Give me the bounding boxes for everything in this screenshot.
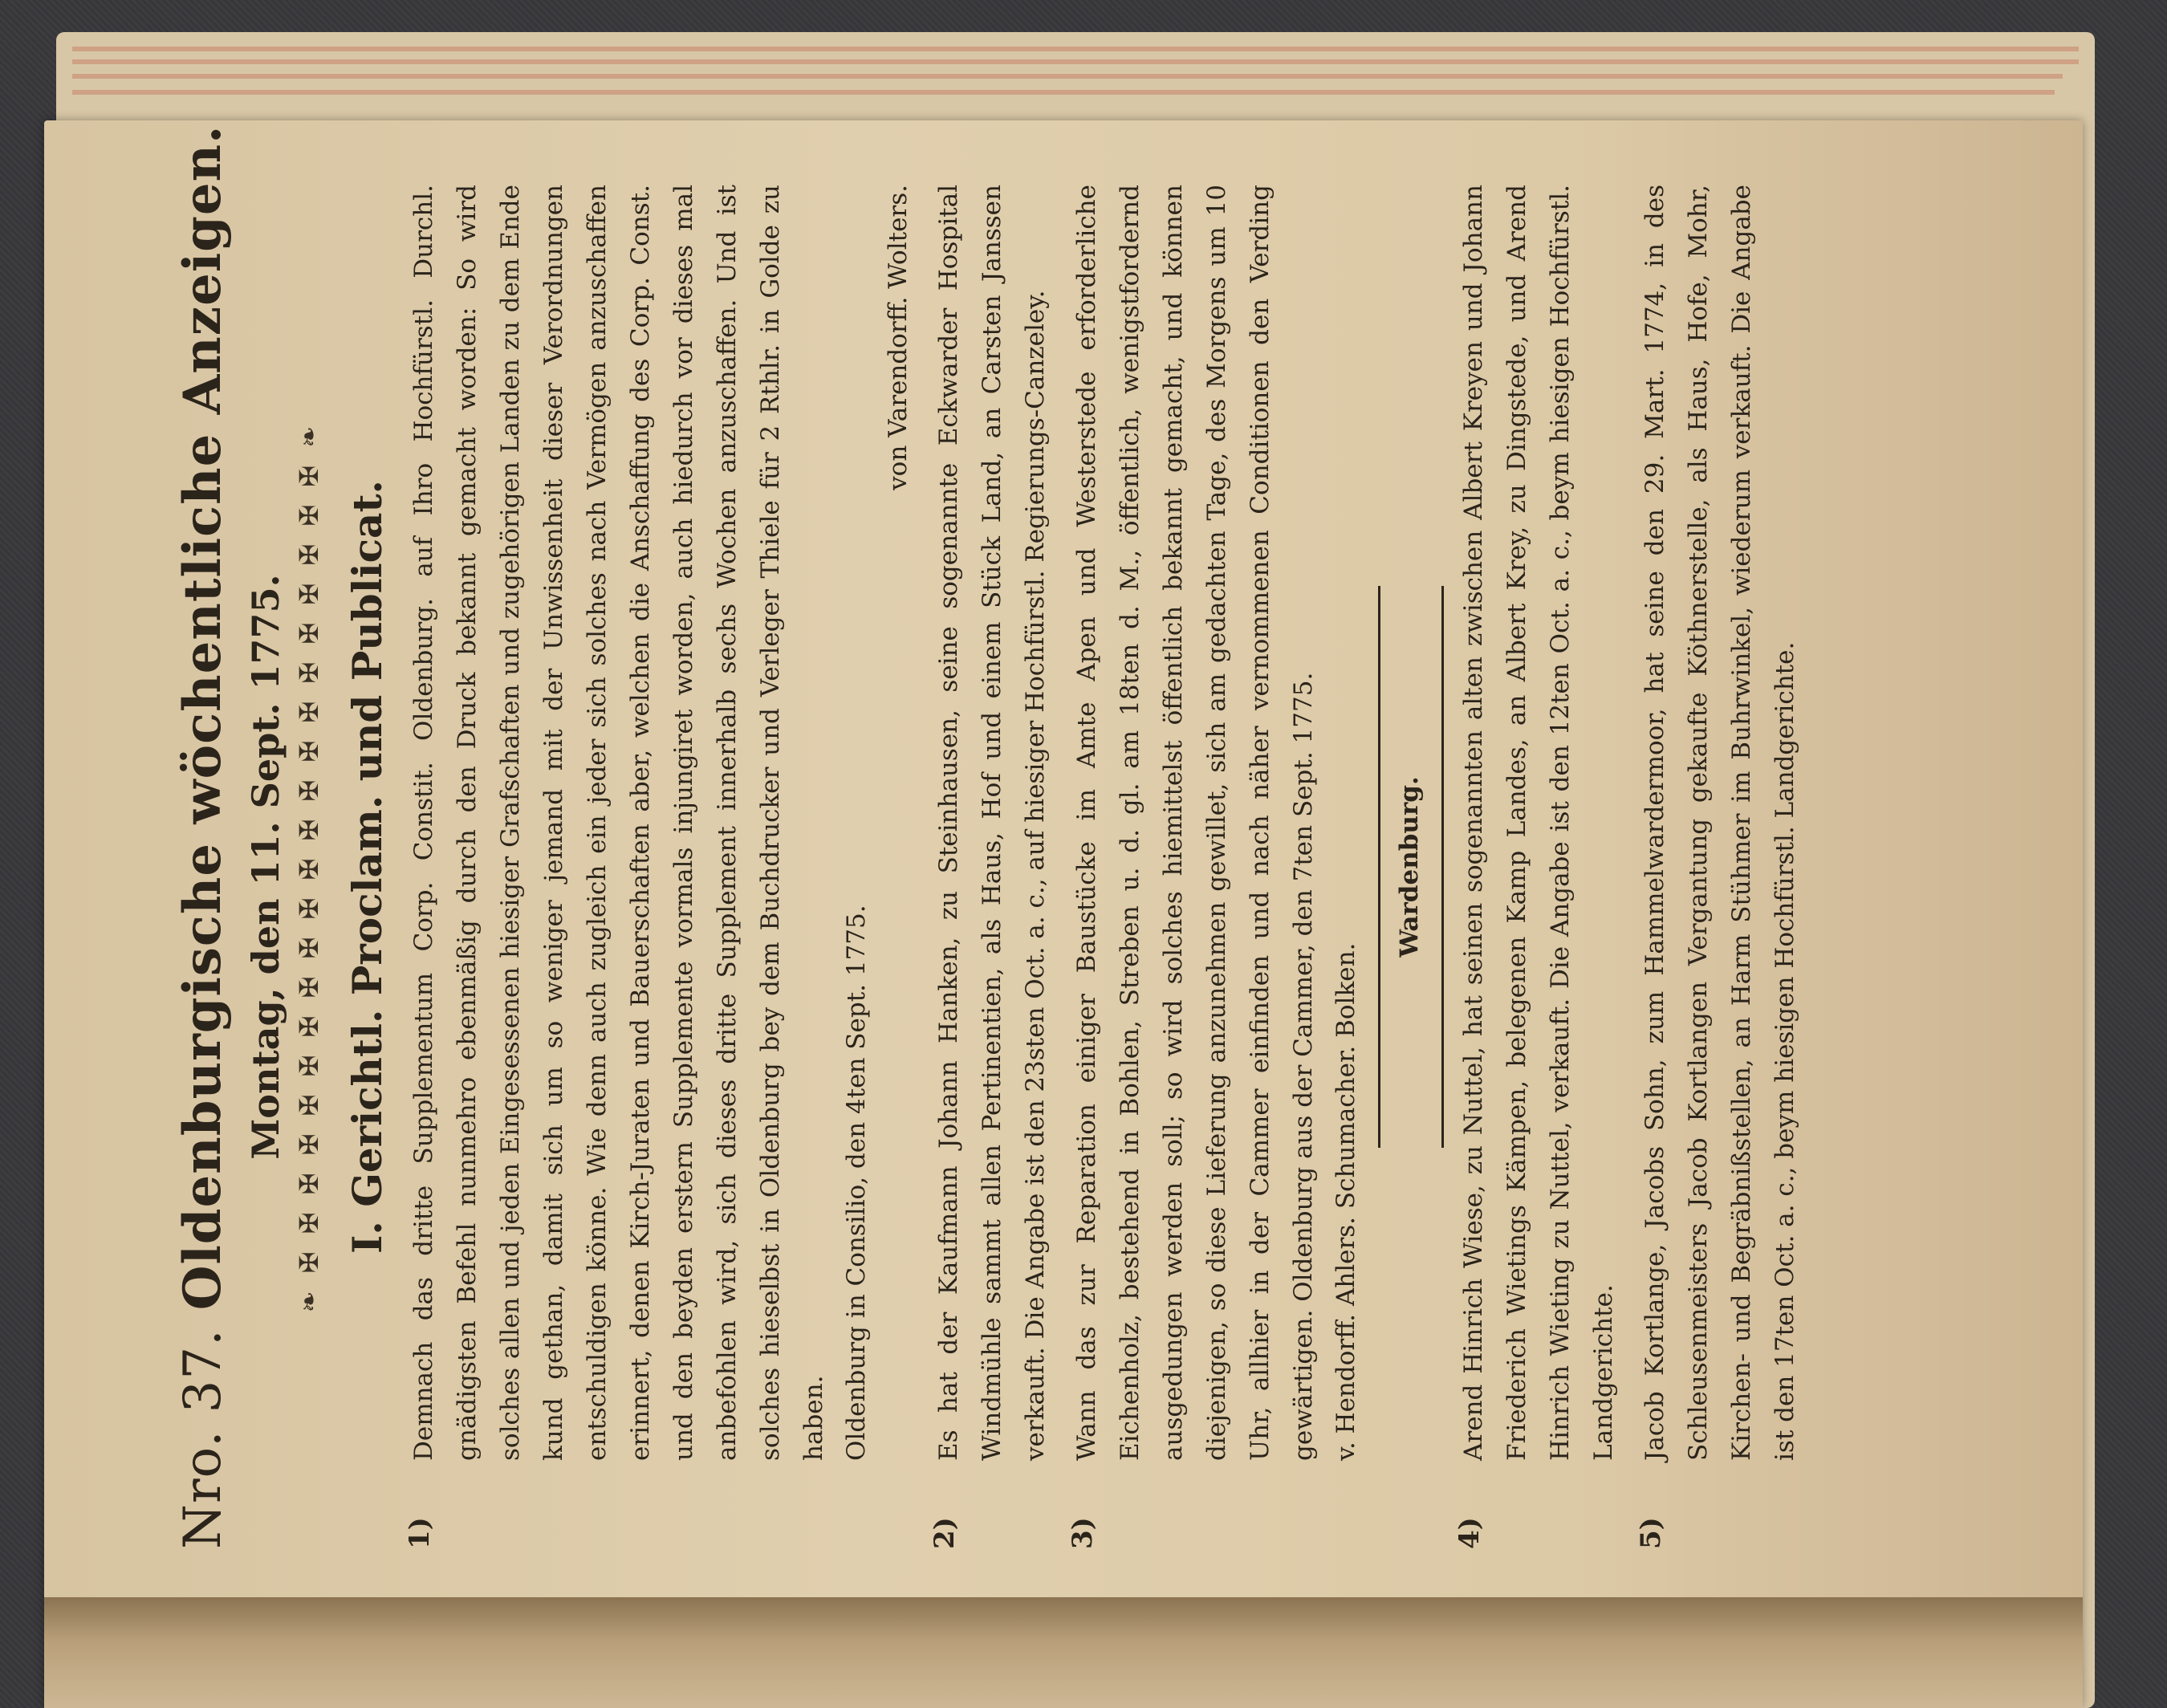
issue-number: Nro. 37. <box>173 1328 233 1549</box>
list-item <box>402 185 919 1549</box>
list-item <box>1633 185 1807 1549</box>
item-text: Demnach das dritte Supplementum Corp. Constit. Oldenburg. auf Ihro Hochfürstl. Durchl. gnädigsten Befehl nunmehro ebenmäßig durch den Druck bekannt gemacht worden: So wird solches allen und jeden Eingesessenen hiesiger Grafschaften und zugehörigen Landen zu dem Ende kund gethan, damit sich um so weniger jemand mit der Unwissenheit dieser Verordnungen entschuldigen könne. Wie denn auch zugleich ein jeder sich solches nach Vermögen anzuschaffen erinnert, denen Kirch-Juraten und Bauerschaften aber, welchen die Anschaffung des Corp. Const. und den beyden erstern Supplemente vormals injungiret worden, auch hiedurch vor dieses mal anbefohlen wird, sich dieses dritte Supplement innerhalb sechs Wochen anzuschaffen. Und ist solches hieselbst in Oldenburg bey dem Buchdrucker und Verleger Thiele für 2 Rthlr. in Golde zu haben. <box>409 185 828 1461</box>
list-item <box>1065 185 1367 1549</box>
item-text: Es hat der Kaufmann Johann Hanken, zu Steinhausen, seine sogenannte Eckwarder Hospital Windmühle sammt allen Pertinentien, als Haus, Hof und einem Stück Land, an Carsten Janssen verkauft. Die Angabe ist den 23sten Oct. a. c., auf hiesiger Hochfürstl. Regierungs-Canzeley. <box>934 185 1050 1461</box>
item-body <box>1633 185 1807 1461</box>
item-body <box>1065 185 1367 1461</box>
item-signer: v. Hendorff. Ahlers. Schumacher. Bolken. <box>1332 942 1360 1461</box>
rotated-text-block <box>173 124 2019 1549</box>
item-body <box>1452 185 1625 1461</box>
item-number: 4) <box>1453 1517 1486 1549</box>
item-text: Jacob Kortlange, Jacobs Sohn, zum Hammelwardermoor, hat seine den 29. Mart. 1774, in des Schleusenmeisters Jacob Kortlangen Vergantung gekaufte Köthnerstelle, als Haus, Hofe, Mohr, Kirchen- und Begräbnißstellen, an Harm Stühmer im Buhrwinkel, wiederum verkauft. Die Angabe ist den 17ten Oct. a. c., beym hiesigen Hochfürstl. Landgerichte. <box>1640 185 1799 1461</box>
page-edge-line <box>72 59 2079 64</box>
item-number: 2) <box>929 1517 961 1549</box>
item-text: Wann das zur Reparation einiger Baustücke im Amte Apen und Westerstede erforderliche Eichenholz, bestehend in Bohlen, Streben u. d. gl. am 18ten d. M., öffentlich, wenigstfordernd ausgedungen werden soll; so wird solches hiemittelst öffentlich bekannt gemacht, und können diejenigen, so diese Lieferung anzunehmen gewillet, sich am gedachten Tage, des Morgens um 10 Uhr, allhier in der Cammer einfinden und nach näher vernommenen Conditionen den Verding gewärtigen. Oldenburg aus der Cammer, den 7ten Sept. 1775. <box>1072 185 1318 1461</box>
section-title: I. Gerichtl. Proclam. und Publicat. <box>344 480 391 1254</box>
issue-date: Montag, den 11. Sept. 1775. <box>244 574 287 1160</box>
book-spine <box>44 1597 2083 1708</box>
item-text: Arend Hinrich Wiese, zu Nuttel, hat seinen sogenannten alten zwischen Albert Kreyen und Johann Friederich Wietings Kämpen, belegenen Kamp Landes, an Albert Krey, zu Dingstede, und Arend Hinrich Wieting zu Nuttel, verkauft. Die Angabe ist den 12ten Oct. a. c., beym hiesigen Hochfürstl. Landgerichte. <box>1459 185 1618 1461</box>
item-signer: von Varendorff. Wolters. <box>884 185 913 490</box>
page-edge-line <box>72 74 2063 79</box>
item-place-date: Oldenburg in Consilio, den 4ten Sept. 1775. <box>842 905 871 1461</box>
item-number: 1) <box>404 1517 436 1549</box>
subsection-title: Wardenburg. <box>1395 776 1424 958</box>
newspaper-title: Oldenburgische wöchentliche Anzeigen. <box>173 124 233 1311</box>
list-item <box>927 185 1057 1549</box>
list-item <box>1452 185 1625 1549</box>
item-body <box>402 185 919 1461</box>
page-edge-line <box>72 47 2079 51</box>
item-body <box>927 185 1057 1461</box>
item-number: 5) <box>1635 1517 1667 1549</box>
divider <box>1441 586 1444 1148</box>
divider <box>1378 586 1380 1148</box>
ornament-border: ❧ ✠ ✠ ✠ ✠ ✠ ✠ ✠ ✠ ✠ ✠ ✠ ✠ ✠ ✠ ✠ ✠ ✠ ✠ ✠ ✠ ✠ ❧ <box>294 421 324 1313</box>
item-number: 3) <box>1067 1517 1099 1549</box>
page-edge-line <box>72 90 2055 95</box>
masthead <box>173 124 233 1549</box>
